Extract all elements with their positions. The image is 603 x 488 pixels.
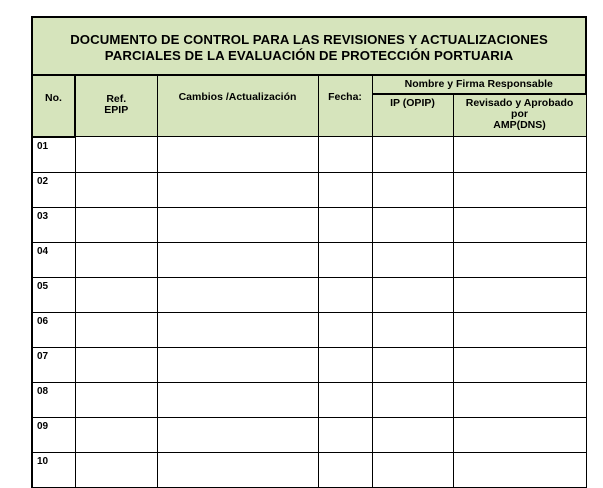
table-row: [32, 207, 586, 242]
cell-cambios[interactable]: [157, 172, 318, 207]
row-number: 09: [32, 417, 75, 452]
cell-ref[interactable]: [75, 347, 157, 382]
document-title: [32, 17, 586, 75]
cell-fecha[interactable]: [318, 137, 372, 173]
title-line-2: PARCIALES DE LA EVALUACIÓN DE PROTECCIÓN PORTUARIA: [104, 48, 514, 63]
table-row: [32, 277, 586, 312]
table-row: [32, 312, 586, 347]
cell-cambios[interactable]: [157, 137, 318, 173]
header-ref-epip: [75, 75, 157, 137]
cell-fecha[interactable]: [318, 242, 372, 277]
row-number: 06: [32, 312, 75, 347]
cell-ref[interactable]: [75, 242, 157, 277]
cell-fecha[interactable]: [318, 382, 372, 417]
control-document: [31, 16, 585, 488]
title-line-1: DOCUMENTO DE CONTROL PARA LAS REVISIONES Y ACTUALIZACIONES: [70, 32, 548, 47]
header-revisado-line-1: Revisado y Aprobado: [465, 97, 574, 109]
cell-ip[interactable]: [372, 452, 453, 487]
cell-fecha[interactable]: [318, 207, 372, 242]
cell-revisado[interactable]: [453, 172, 586, 207]
cell-revisado[interactable]: [453, 347, 586, 382]
cell-fecha[interactable]: [318, 277, 372, 312]
cell-ip[interactable]: [372, 312, 453, 347]
header-cambios: Cambios /Actualización: [157, 75, 318, 137]
cell-revisado[interactable]: [453, 207, 586, 242]
cell-revisado[interactable]: [453, 382, 586, 417]
header-revisado-line-2: por: [511, 108, 528, 120]
table-row: [32, 172, 586, 207]
cell-fecha[interactable]: [318, 347, 372, 382]
cell-revisado[interactable]: [453, 452, 586, 487]
header-ref-line-1: Ref.: [106, 93, 127, 105]
cell-ref[interactable]: [75, 137, 157, 173]
cell-cambios[interactable]: [157, 417, 318, 452]
cell-cambios[interactable]: [157, 277, 318, 312]
cell-ip[interactable]: [372, 382, 453, 417]
table-row: [32, 347, 586, 382]
row-number: 01: [32, 137, 75, 173]
cell-cambios[interactable]: [157, 382, 318, 417]
table-row: [32, 382, 586, 417]
cell-ip[interactable]: [372, 137, 453, 173]
cell-revisado[interactable]: [453, 277, 586, 312]
header-revisado: [453, 94, 586, 137]
cell-ref[interactable]: [75, 382, 157, 417]
table-row: [32, 452, 586, 487]
cell-cambios[interactable]: [157, 312, 318, 347]
header-nombre-firma: Nombre y Firma Responsable: [372, 75, 586, 94]
row-number: 04: [32, 242, 75, 277]
cell-ref[interactable]: [75, 452, 157, 487]
cell-cambios[interactable]: [157, 347, 318, 382]
row-number: 02: [32, 172, 75, 207]
cell-ip[interactable]: [372, 277, 453, 312]
table-row: [32, 242, 586, 277]
cell-fecha[interactable]: [318, 417, 372, 452]
revision-control-table: [31, 16, 587, 488]
cell-ip[interactable]: [372, 207, 453, 242]
cell-cambios[interactable]: [157, 242, 318, 277]
row-number: 10: [32, 452, 75, 487]
row-number: 08: [32, 382, 75, 417]
cell-ip[interactable]: [372, 172, 453, 207]
cell-revisado[interactable]: [453, 242, 586, 277]
header-ip-opip: IP (OPIP): [372, 94, 453, 137]
cell-revisado[interactable]: [453, 417, 586, 452]
cell-revisado[interactable]: [453, 137, 586, 173]
header-ref-line-2: EPIP: [104, 104, 129, 116]
cell-ref[interactable]: [75, 207, 157, 242]
row-number: 07: [32, 347, 75, 382]
cell-fecha[interactable]: [318, 172, 372, 207]
table-body: [32, 137, 586, 488]
cell-cambios[interactable]: [157, 452, 318, 487]
cell-revisado[interactable]: [453, 312, 586, 347]
cell-ref[interactable]: [75, 172, 157, 207]
cell-ip[interactable]: [372, 242, 453, 277]
cell-fecha[interactable]: [318, 312, 372, 347]
header-fecha: Fecha:: [318, 75, 372, 137]
cell-fecha[interactable]: [318, 452, 372, 487]
table-row: [32, 417, 586, 452]
cell-cambios[interactable]: [157, 207, 318, 242]
cell-ip[interactable]: [372, 417, 453, 452]
cell-ref[interactable]: [75, 277, 157, 312]
header-no: No.: [32, 75, 75, 137]
row-number: 03: [32, 207, 75, 242]
header-revisado-line-3: AMP(DNS): [493, 119, 546, 131]
cell-ref[interactable]: [75, 312, 157, 347]
cell-ref[interactable]: [75, 417, 157, 452]
row-number: 05: [32, 277, 75, 312]
table-row: [32, 137, 586, 173]
cell-ip[interactable]: [372, 347, 453, 382]
